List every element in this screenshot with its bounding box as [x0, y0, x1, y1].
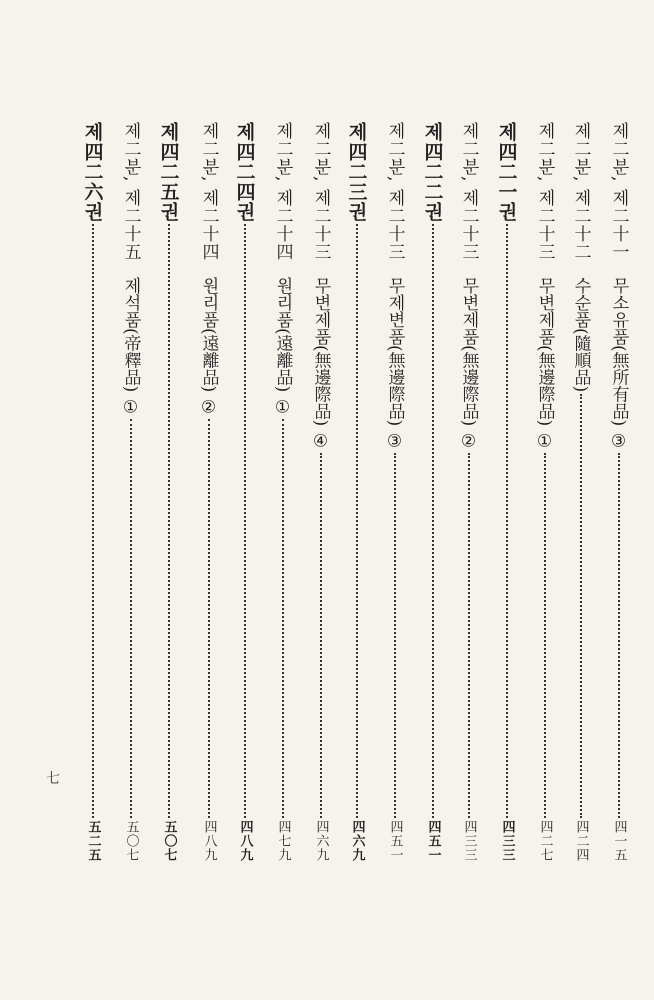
volume-heading — [416, 122, 450, 862]
volume-title: 제四二三권 — [345, 122, 368, 222]
toc-entry — [564, 122, 598, 862]
entry-section: 제二분, 제二十三 — [384, 122, 405, 261]
volume-heading — [76, 122, 110, 862]
entry-section: 제二분, 제二十一 — [608, 122, 629, 261]
entry-title: 무변제품(無邊際品) ② — [458, 276, 479, 452]
entry-section: 제二분, 제二十三 — [458, 122, 479, 261]
leader-dots — [208, 419, 210, 818]
leader-dots — [92, 224, 94, 818]
entry-section: 제二분, 제二十五 — [120, 122, 141, 261]
toc-entry — [452, 122, 486, 862]
entry-section: 제二분, 제二十二 — [570, 122, 591, 261]
entry-page: 四二四 — [573, 820, 589, 862]
volume-page: 四三三 — [499, 820, 515, 862]
volume-heading — [490, 122, 524, 862]
entry-page: 四一五 — [611, 820, 627, 862]
toc-entry — [378, 122, 412, 862]
volume-heading — [340, 122, 374, 862]
leader-dots — [168, 224, 170, 818]
volume-title: 제四二一권 — [495, 122, 518, 222]
volume-page: 四五一 — [425, 820, 441, 862]
entry-page: 四五一 — [387, 820, 403, 862]
volume-title: 제四二二권 — [421, 122, 444, 222]
entry-title: 원리품(遠離品) ① — [272, 276, 293, 418]
entry-page: 四二七 — [537, 820, 553, 862]
entry-section: 제二분, 제二十四 — [272, 122, 293, 261]
leader-dots — [394, 453, 396, 818]
leader-dots — [544, 453, 546, 818]
leader-dots — [580, 394, 582, 818]
leader-dots — [130, 419, 132, 818]
entry-page: 四八九 — [201, 820, 217, 862]
volume-heading — [228, 122, 262, 862]
volume-title: 제四二四권 — [233, 122, 256, 222]
entry-title: 제석품(帝釋品) ① — [120, 276, 141, 418]
leader-dots — [320, 453, 322, 818]
entry-title: 무변제품(無邊際品) ④ — [310, 276, 331, 452]
entry-title: 무변제품(無邊際品) ① — [534, 276, 555, 452]
leader-dots — [506, 224, 508, 818]
entry-title: 수순품(隨順品) — [570, 276, 591, 393]
volume-page: 五〇七 — [161, 820, 177, 862]
toc-entry — [528, 122, 562, 862]
volume-page: 五二五 — [85, 820, 101, 862]
volume-title: 제四二六권 — [81, 122, 104, 222]
toc-entry — [114, 122, 148, 862]
entry-section: 제二분, 제二十三 — [534, 122, 555, 261]
toc-entry — [304, 122, 338, 862]
leader-dots — [244, 224, 246, 818]
entry-section: 제二분, 제二十四 — [198, 122, 219, 261]
toc-entry — [602, 122, 636, 862]
entry-title: 원리품(遠離品) ② — [198, 276, 219, 418]
toc-entry — [192, 122, 226, 862]
volume-title: 제四二五권 — [157, 122, 180, 222]
leader-dots — [356, 224, 358, 818]
leader-dots — [618, 453, 620, 818]
toc-entry — [266, 122, 300, 862]
leader-dots — [282, 419, 284, 818]
volume-page: 四八九 — [237, 820, 253, 862]
leader-dots — [468, 453, 470, 818]
entry-page: 四三三 — [461, 820, 477, 862]
entry-page: 四六九 — [313, 820, 329, 862]
leader-dots — [432, 224, 434, 818]
volume-page: 四六九 — [349, 820, 365, 862]
entry-title: 무소유품(無所有品) ③ — [608, 276, 629, 452]
entry-title: 무제변품(無邊際品) ③ — [384, 276, 405, 452]
entry-page: 五〇七 — [123, 820, 139, 862]
volume-heading — [152, 122, 186, 862]
entry-section: 제二분, 제二十三 — [310, 122, 331, 261]
entry-page: 四七九 — [275, 820, 291, 862]
page-number: 七 — [46, 771, 60, 787]
